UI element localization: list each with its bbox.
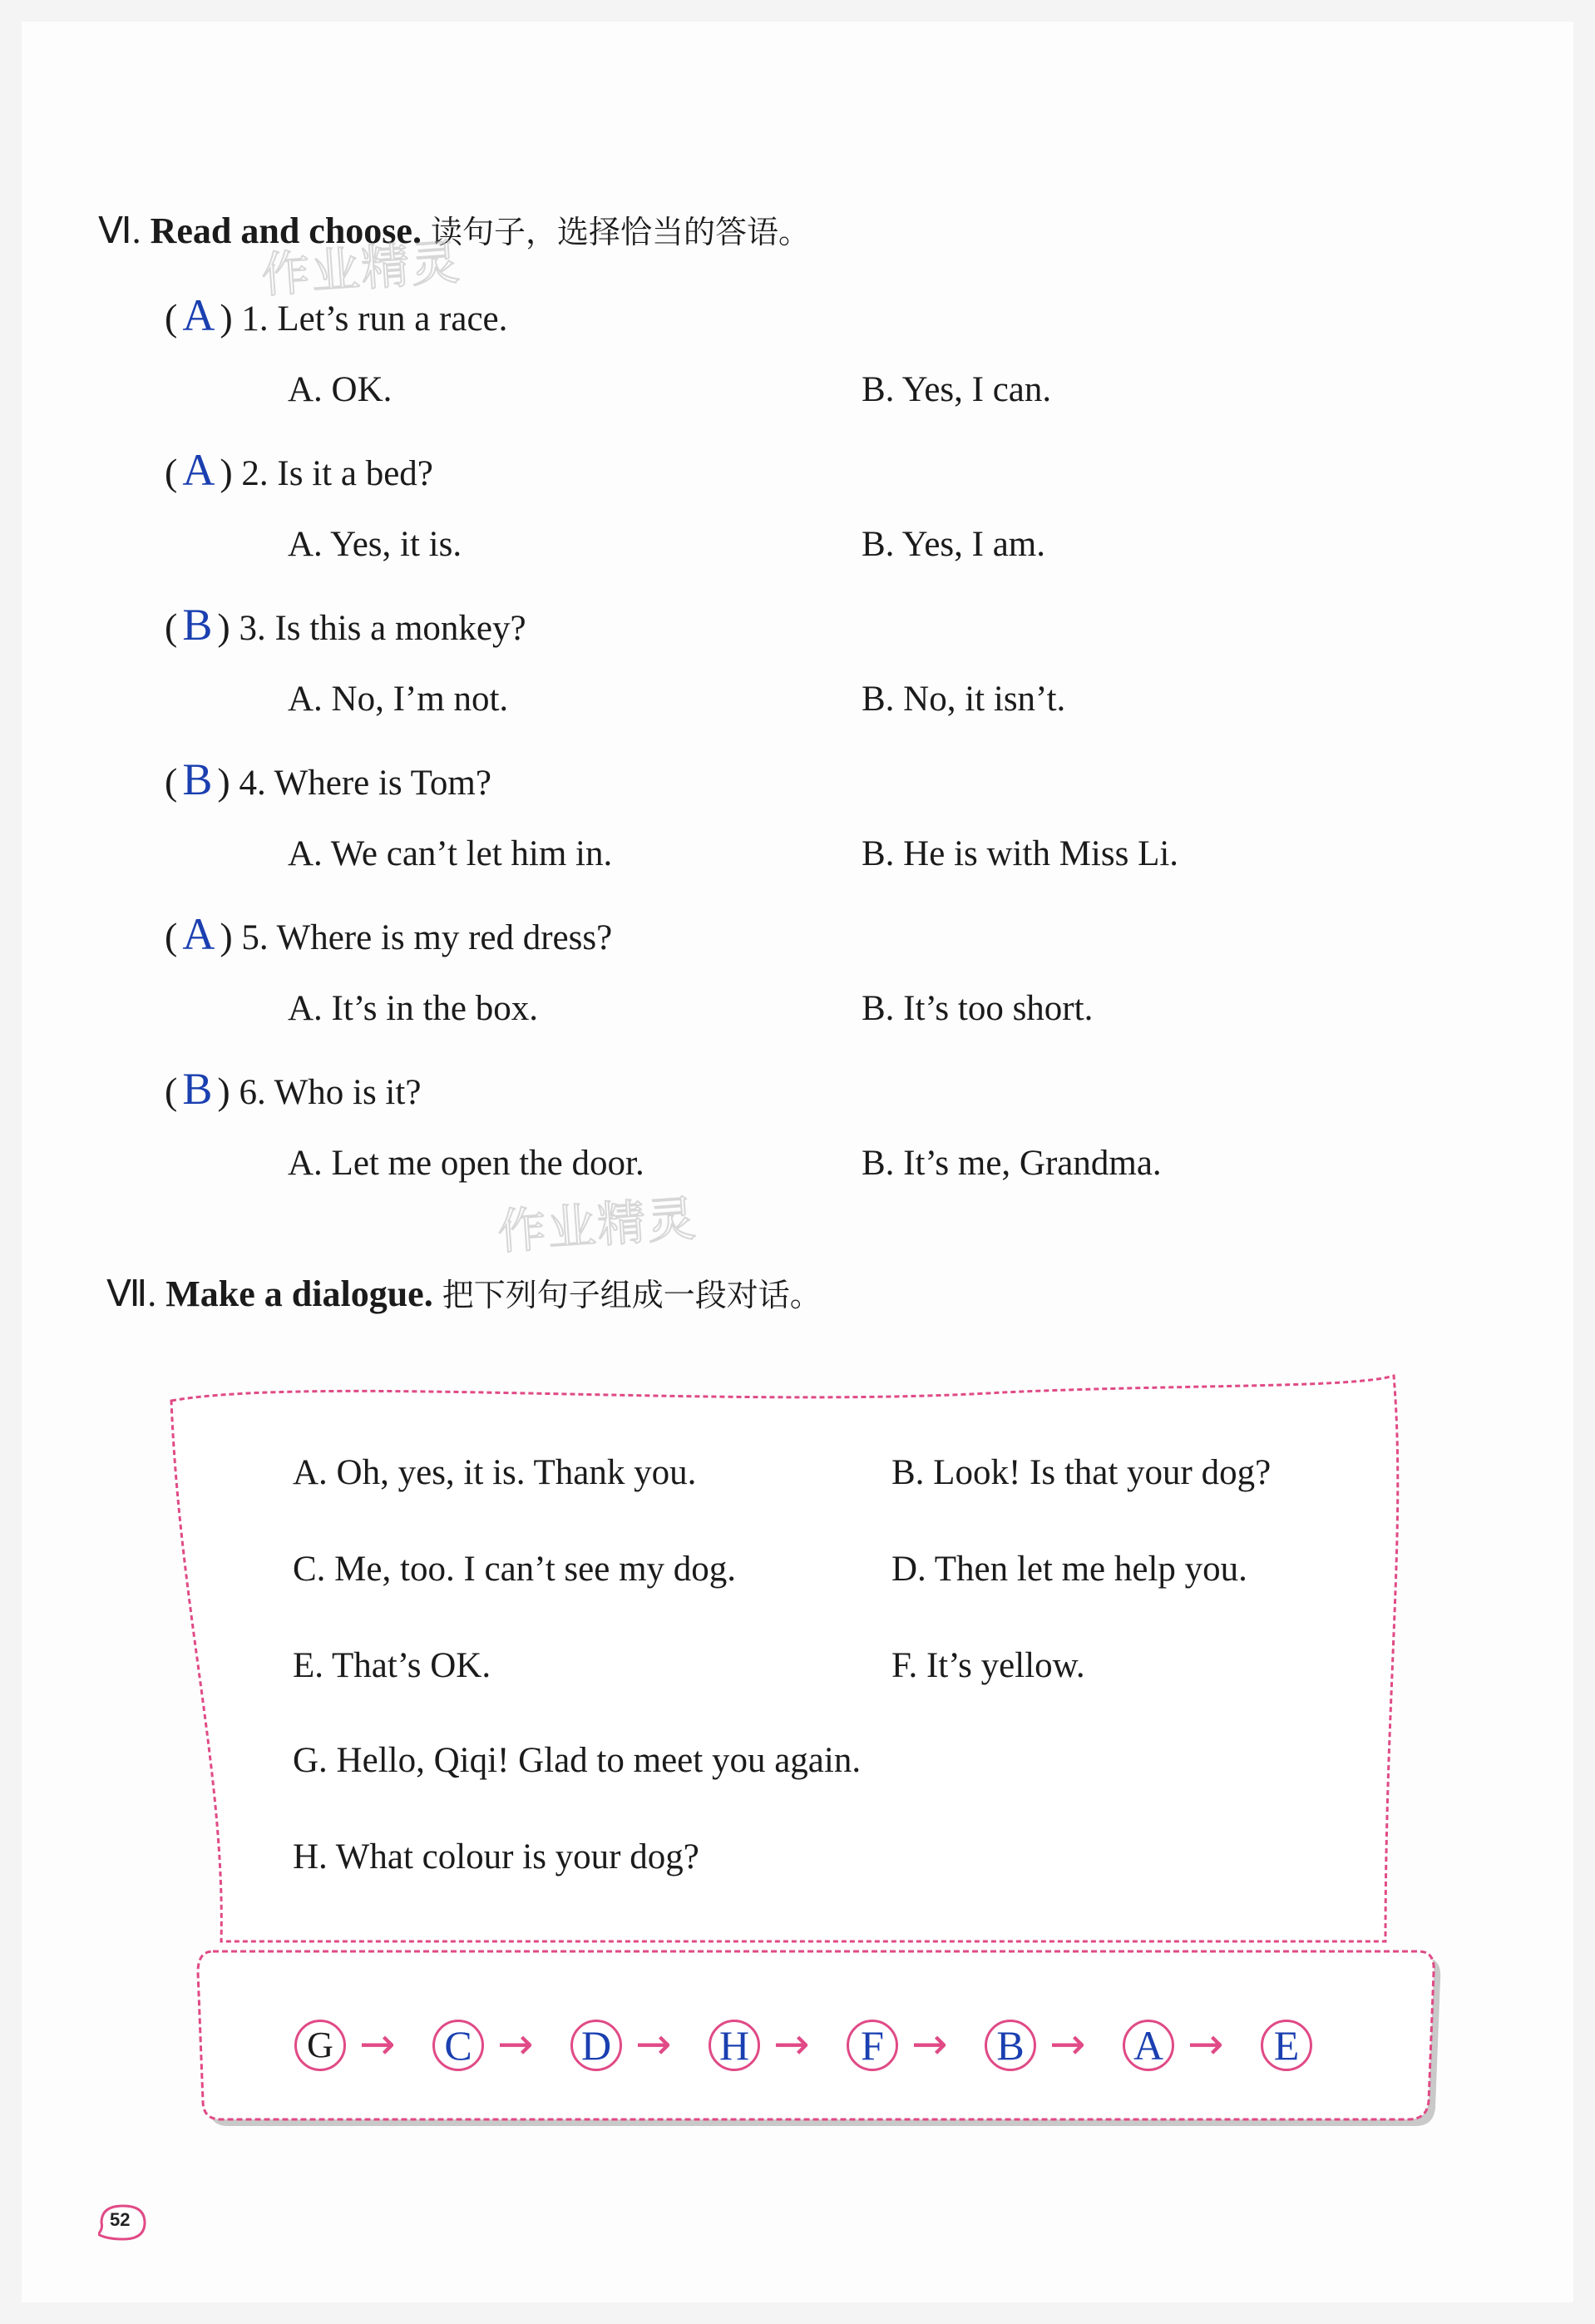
section-6-instruction: 读句子，选择恰当的答语。 [430, 214, 810, 250]
section-7-heading [106, 1269, 822, 1315]
question-2: ( A ) 2. Is it a bed? [165, 445, 433, 495]
order-step-4: H [709, 2020, 760, 2071]
question-1-text: 1. Let’s run a race. [241, 299, 508, 339]
question-3-text: 3. Is this a monkey? [239, 609, 526, 648]
sentence-h: H. What colour is your dog? [293, 1837, 699, 1877]
section-6-title: Read and choose. [150, 210, 422, 251]
sentence-e: E. That’s OK. [293, 1646, 491, 1685]
q1-option-b: B. Yes, I can. [862, 370, 1052, 409]
order-step-3: D [570, 2020, 622, 2071]
section-6-numeral: Ⅵ [98, 210, 132, 251]
section-7-title: Make a dialogue. [165, 1273, 433, 1314]
q4-option-a: A. We can’t let him in. [288, 834, 613, 873]
page-number-badge [98, 2201, 148, 2244]
order-step-6: B [985, 2020, 1036, 2071]
q4-option-b: B. He is with Miss Li. [862, 834, 1179, 873]
q6-option-b: B. It’s me, Grandma. [862, 1144, 1162, 1183]
answer-3: B [182, 600, 213, 650]
q5-option-b: B. It’s too short. [862, 989, 1094, 1028]
arrow-icon: → [635, 2020, 672, 2069]
order-step-2: C [432, 2020, 484, 2071]
question-4: ( B ) 4. Where is Tom? [165, 754, 491, 804]
order-step-8: E [1261, 2020, 1312, 2071]
page-number: 52 [110, 2209, 131, 2230]
sentence-b: B. Look! Is that your dog? [891, 1453, 1272, 1492]
sentence-a: A. Oh, yes, it is. Thank you. [293, 1453, 697, 1492]
question-4-text: 4. Where is Tom? [239, 764, 491, 803]
order-step-1: G [294, 2020, 346, 2071]
dot-separator: . [131, 210, 151, 251]
sentence-c: C. Me, too. I can’t see my dog. [293, 1550, 737, 1589]
section-7-numeral: Ⅶ [106, 1273, 148, 1314]
q1-option-a: A. OK. [288, 370, 393, 409]
arrow-icon: → [359, 2020, 396, 2069]
question-1: ( A ) 1. Let’s run a race. [165, 290, 508, 340]
answer-5: A [182, 909, 215, 959]
answer-1: A [182, 290, 215, 340]
sentence-d: D. Then let me help you. [891, 1550, 1247, 1589]
workbook-page [22, 22, 1573, 2302]
q5-option-a: A. It’s in the box. [288, 989, 538, 1028]
q2-option-b: B. Yes, I am. [862, 525, 1046, 564]
section-7-instruction: 把下列句子组成一段对话。 [442, 1277, 822, 1313]
answer-2: A [182, 445, 215, 495]
answer-4: B [182, 754, 213, 804]
watermark-top: 作业精灵 [259, 233, 463, 304]
answer-6: B [182, 1064, 213, 1114]
sentence-f: F. It’s yellow. [891, 1646, 1085, 1685]
watermark-middle: 作业精灵 [496, 1189, 699, 1261]
question-6: ( B ) 6. Who is it? [165, 1064, 422, 1114]
question-5: ( A ) 5. Where is my red dress? [165, 909, 613, 959]
arrow-icon: → [1049, 2020, 1086, 2069]
q3-option-b: B. No, it isn’t. [862, 680, 1066, 719]
question-2-text: 2. Is it a bed? [241, 454, 433, 493]
question-3: ( B ) 3. Is this a monkey? [165, 600, 526, 650]
q6-option-a: A. Let me open the door. [288, 1144, 644, 1183]
arrow-icon: → [773, 2020, 810, 2069]
arrow-icon: → [497, 2020, 534, 2069]
arrow-icon: → [911, 2020, 948, 2069]
q2-option-a: A. Yes, it is. [288, 525, 462, 564]
q3-option-a: A. No, I’m not. [288, 680, 509, 719]
dot-separator: . [147, 1273, 166, 1314]
question-5-text: 5. Where is my red dress? [241, 918, 613, 957]
question-6-text: 6. Who is it? [239, 1073, 422, 1112]
order-step-7: A [1123, 2020, 1174, 2071]
order-step-5: F [847, 2020, 898, 2071]
sentence-g: G. Hello, Qiqi! Glad to meet you again. [293, 1741, 862, 1780]
arrow-icon: → [1188, 2020, 1224, 2069]
